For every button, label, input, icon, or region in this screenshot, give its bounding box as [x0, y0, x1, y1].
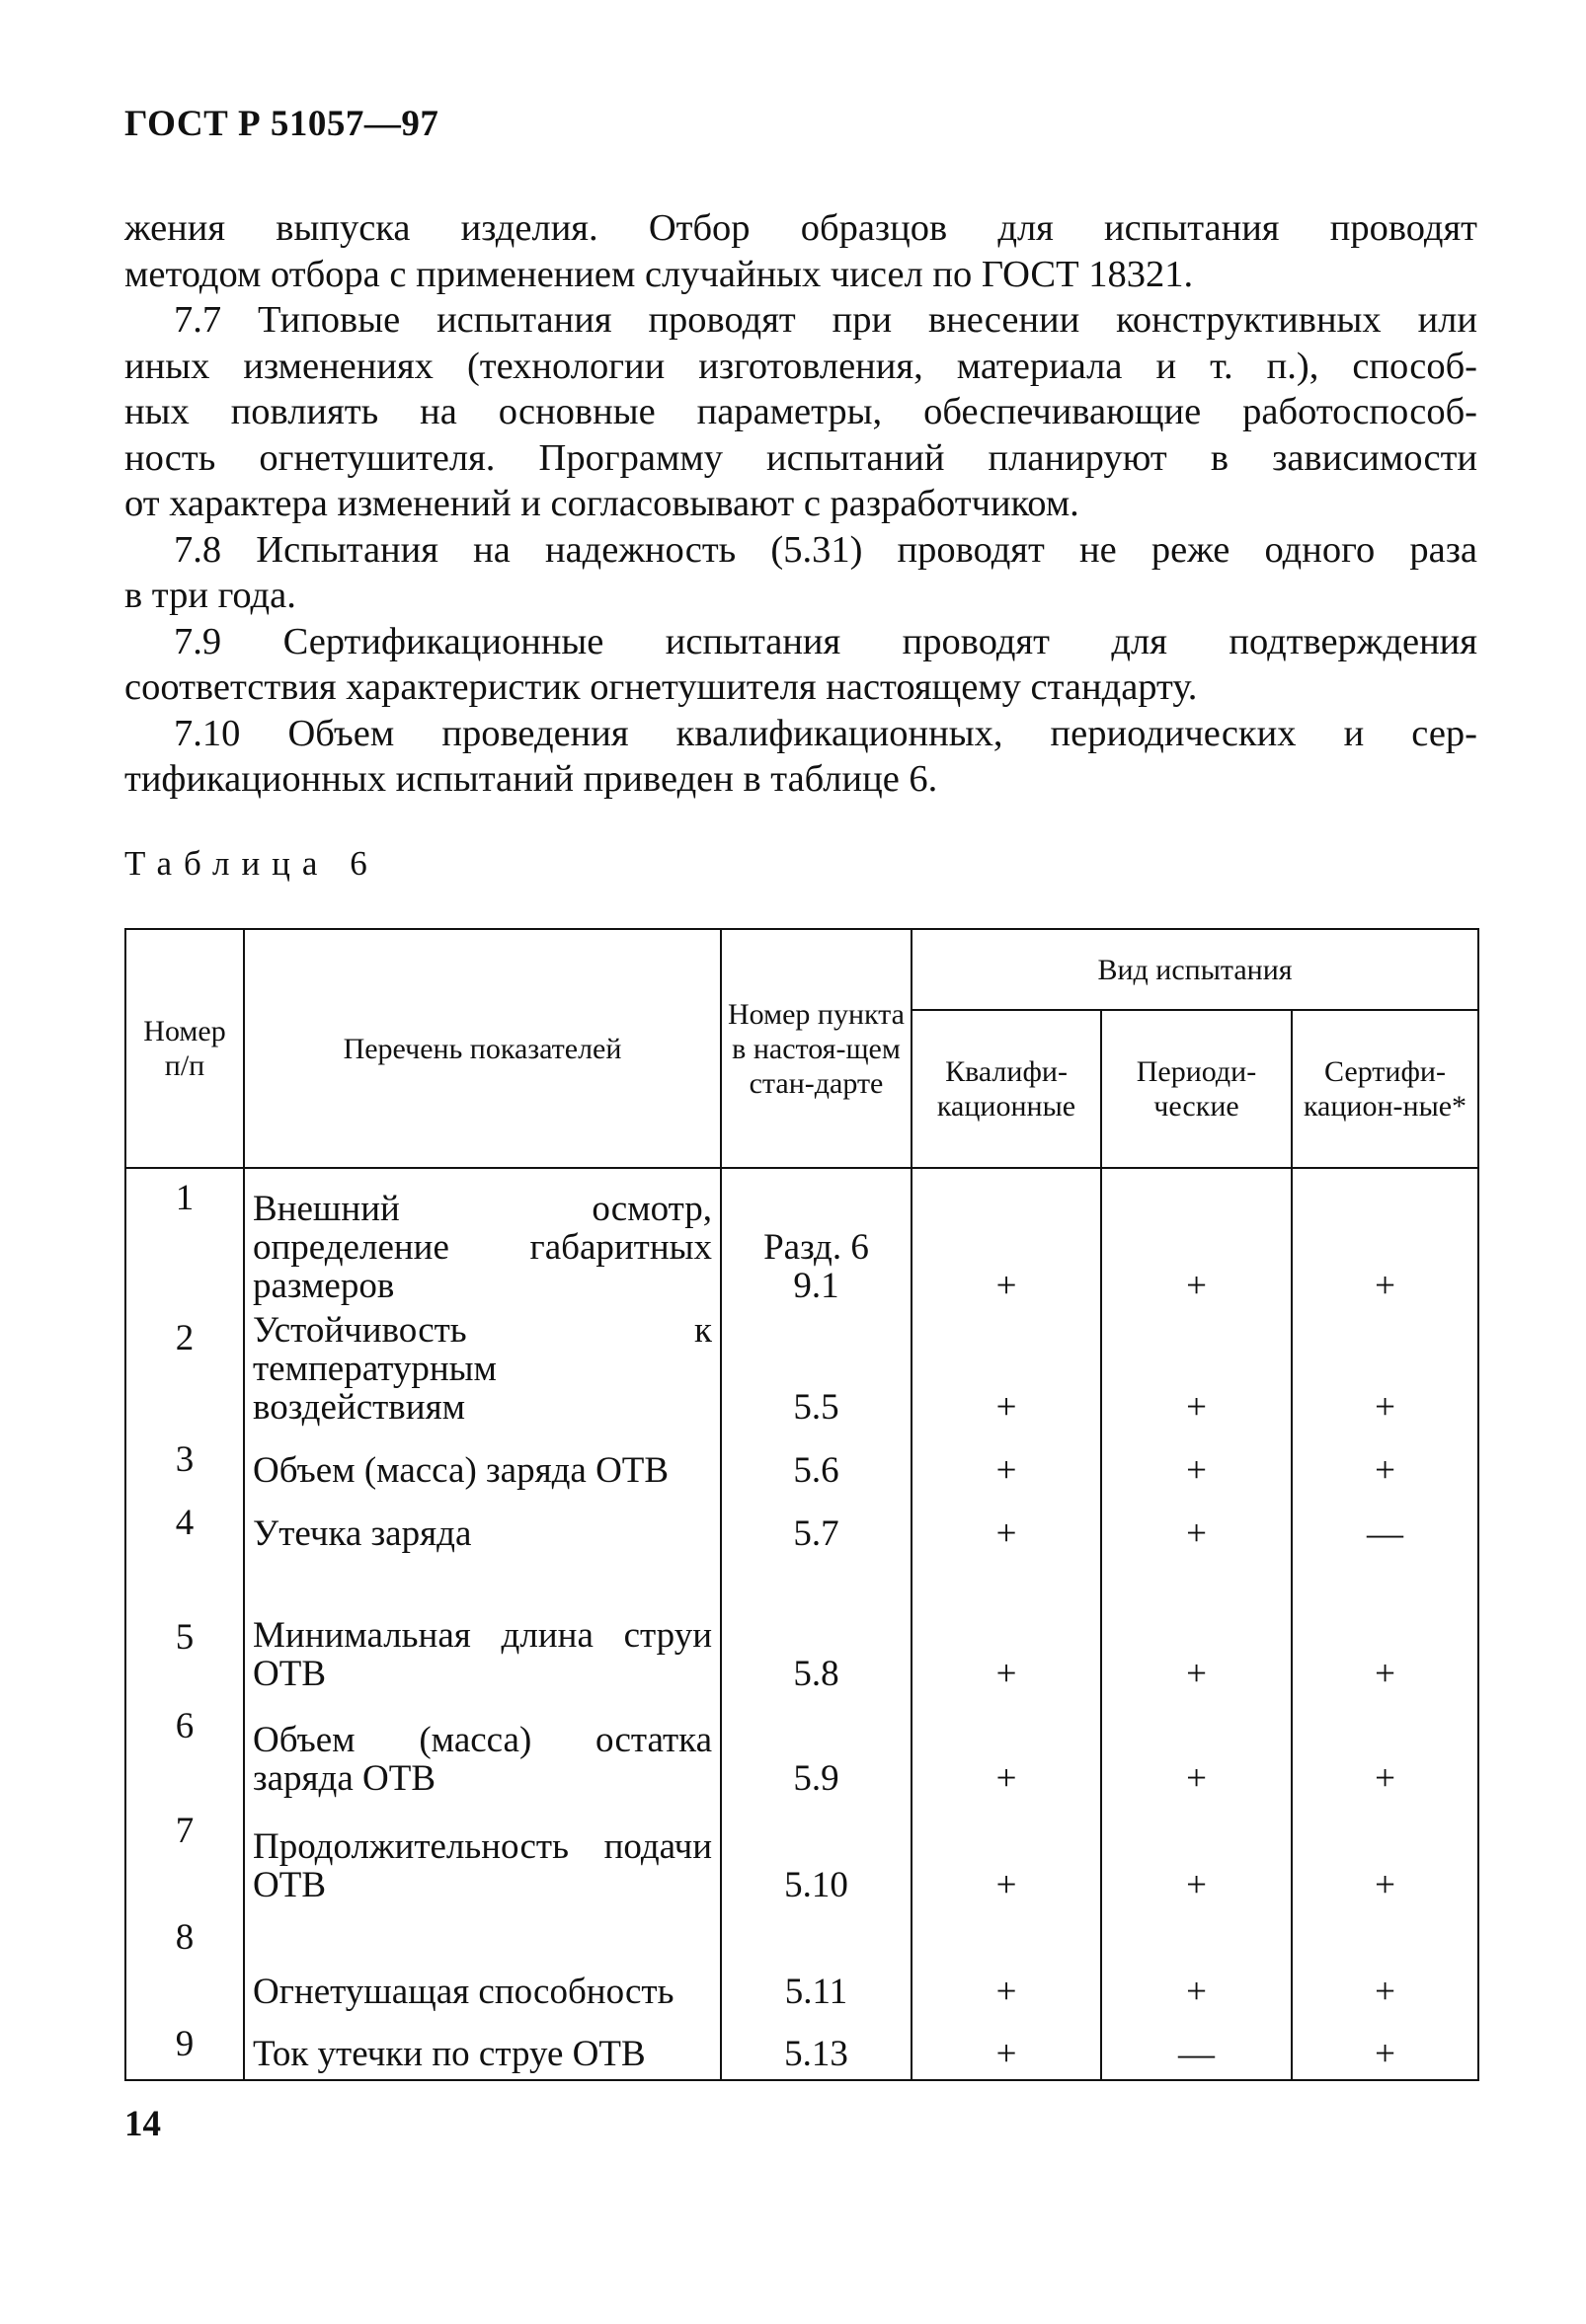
cell-cert: +	[1292, 1910, 1478, 2017]
text-line: ных повлиять на основные параметры, обеспечивающие работоспособ-	[124, 391, 1477, 432]
text-line: тификационных испытаний приведен в таблице 6.	[124, 758, 938, 800]
table-row	[125, 1433, 1478, 1496]
text-line: 7.7 Типовые испытания проводят при внесении конструктивных или	[174, 299, 1477, 341]
cell-period: +	[1101, 1804, 1292, 1910]
page-number: 14	[124, 2104, 161, 2144]
table-row	[125, 1804, 1478, 1910]
table-6	[124, 928, 1479, 2081]
text-line: 7.10 Объем проведения квалификационных, периодических и сер-	[174, 712, 1477, 754]
text-line: методом отбора с применением случайных чисел по ГОСТ 18321.	[124, 253, 1194, 295]
text-line: ность огнетушителя. Программу испытаний планируют в зависимости	[124, 436, 1477, 479]
cell-num: 2	[125, 1311, 244, 1433]
cell-qual: +	[912, 1804, 1101, 1910]
cell-qual: +	[912, 2017, 1101, 2080]
header-test-type: Вид испытания	[912, 929, 1478, 1010]
header-qualification: Квалифи-кационные	[912, 1010, 1101, 1168]
cell-period: +	[1101, 1496, 1292, 1559]
cell-name: Утечка заряда	[244, 1496, 721, 1559]
cell-qual: +	[912, 1910, 1101, 2017]
cell-cert: +	[1292, 1699, 1478, 1804]
cell-name: Продолжительность подачи ОТВ	[244, 1804, 721, 1910]
text-line: в три года.	[124, 575, 296, 616]
table-row	[125, 1496, 1478, 1559]
cell-qual: +	[912, 1559, 1101, 1699]
header-num: Номер п/п	[125, 929, 244, 1168]
table-row	[125, 1559, 1478, 1699]
cell-qual: +	[912, 1311, 1101, 1433]
cell-clause: 5.13	[721, 2017, 912, 2080]
cell-num: 5	[125, 1559, 244, 1699]
cell-clause: 5.6	[721, 1433, 912, 1496]
cell-num: 4	[125, 1496, 244, 1559]
table-row	[125, 2017, 1478, 2080]
text-line: соответствия характеристик огнетушителя настоящему стандарту.	[124, 666, 1198, 708]
table-row	[125, 1311, 1478, 1433]
table-caption: Таблица 6	[124, 844, 379, 883]
cell-num: 7	[125, 1804, 244, 1910]
cell-cert: +	[1292, 1559, 1478, 1699]
cell-clause: 5.8	[721, 1559, 912, 1699]
text-line: 7.8 Испытания на надежность (5.31) проводят не реже одного раза	[174, 528, 1477, 571]
cell-clause: 5.7	[721, 1496, 912, 1559]
cell-num: 8	[125, 1910, 244, 2017]
table-row	[125, 1699, 1478, 1804]
cell-qual: +	[912, 1433, 1101, 1496]
cell-num: 6	[125, 1699, 244, 1804]
table-row	[125, 1910, 1478, 2017]
table-row	[125, 1168, 1478, 1311]
header-periodic: Периоди-ческие	[1101, 1010, 1292, 1168]
text-line: жения выпуска изделия. Отбор образцов для испытания проводят	[124, 207, 1477, 249]
cell-period: +	[1101, 1168, 1292, 1311]
cell-qual: +	[912, 1168, 1101, 1311]
cell-period: +	[1101, 1433, 1292, 1496]
cell-period: —	[1101, 2017, 1292, 2080]
cell-name: Ток утечки по струе ОТВ	[244, 2017, 721, 2080]
cell-clause: Разд. 6 9.1	[721, 1168, 912, 1311]
cell-name: Внешний осмотр, определение габаритных размеров	[244, 1168, 721, 1311]
cell-period: +	[1101, 1910, 1292, 2017]
text-line: иных изменениях (технологии изготовления, материала и т. п.), способ-	[124, 345, 1477, 387]
cell-cert: +	[1292, 2017, 1478, 2080]
cell-name: Объем (масса) остатка заряда ОТВ	[244, 1699, 721, 1804]
cell-cert: +	[1292, 1433, 1478, 1496]
cell-num: 3	[125, 1433, 244, 1496]
cell-qual: +	[912, 1699, 1101, 1804]
cell-clause: 5.9	[721, 1699, 912, 1804]
cell-period: +	[1101, 1699, 1292, 1804]
cell-clause: 5.11	[721, 1910, 912, 2017]
header-clause: Номер пункта в настоя-щем стан-дарте	[721, 929, 912, 1168]
cell-cert: +	[1292, 1804, 1478, 1910]
text-line: 7.9 Сертификационные испытания проводят для подтверждения	[174, 620, 1477, 662]
cell-name: Объем (масса) заряда ОТВ	[244, 1433, 721, 1496]
document-header: ГОСТ Р 51057—97	[124, 104, 439, 144]
body-text	[124, 205, 1477, 803]
cell-clause: 5.5	[721, 1311, 912, 1433]
cell-name: Устойчивость к температурным воздействиям	[244, 1311, 721, 1433]
cell-cert: —	[1292, 1496, 1478, 1559]
cell-num: 9	[125, 2017, 244, 2080]
text-line: от характера изменений и согласовывают с разработчиком.	[124, 483, 1079, 524]
cell-period: +	[1101, 1559, 1292, 1699]
cell-cert: +	[1292, 1311, 1478, 1433]
header-name: Перечень показателей	[244, 929, 721, 1168]
cell-name: Огнетушащая способность	[244, 1910, 721, 2017]
cell-clause: 5.10	[721, 1804, 912, 1910]
cell-period: +	[1101, 1311, 1292, 1433]
cell-cert: +	[1292, 1168, 1478, 1311]
cell-num: 1	[125, 1168, 244, 1311]
cell-qual: +	[912, 1496, 1101, 1559]
header-certification: Сертифи-кацион-ные*	[1292, 1010, 1478, 1168]
cell-name: Минимальная длина струи ОТВ	[244, 1559, 721, 1699]
